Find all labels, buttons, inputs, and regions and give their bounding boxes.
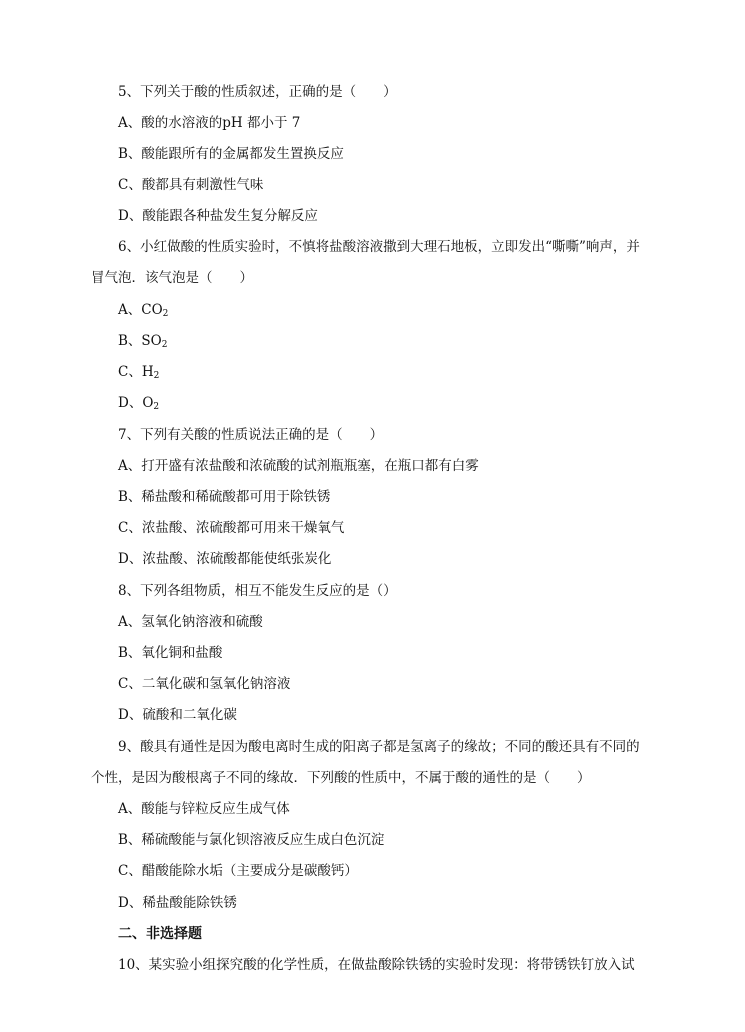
question-9-option-a: A、酸能与锌粒反应生成气体: [118, 801, 290, 817]
question-6-option-a: [118, 301, 168, 319]
question-6-option-b-label: B、SO: [118, 333, 162, 349]
question-5-option-c: C、酸都具有刺激性气味: [118, 177, 264, 193]
question-9-option-c: C、醋酸能除水垢（主要成分是碳酸钙）: [118, 863, 358, 879]
question-8-option-c: C、二氧化碳和氢氧化钠溶液: [118, 676, 291, 692]
question-8-option-d: D、硫酸和二氧化碳: [118, 707, 237, 723]
question-6-option-b-subscript: 2: [161, 340, 168, 350]
question-5-option-b: B、酸能跟所有的金属都发生置换反应: [118, 146, 344, 162]
question-6-option-b: [118, 332, 167, 350]
question-8-option-a: A、氢氧化钠溶液和硫酸: [118, 614, 263, 630]
question-9-option-d: D、稀盐酸能除铁锈: [118, 895, 237, 911]
question-8-option-b: B、氧化铜和盐酸: [118, 645, 223, 661]
question-8-stem: 8、下列各组物质，相互不能发生反应的是（）: [118, 583, 397, 599]
question-6-option-d: [118, 394, 159, 412]
question-6-option-c-label: C、H: [118, 364, 154, 380]
question-7-option-b: B、稀盐酸和稀硫酸都可用于除铁锈: [118, 489, 331, 505]
question-9-stem-line-1: 9、酸具有通性是因为酸电离时生成的阳离子都是氢离子的缘故；不同的酸还具有不同的: [118, 739, 640, 755]
question-9-stem-line-2: 个性，是因为酸根离子不同的缘故．下列酸的性质中，不属于酸的通性的是（ ）: [91, 770, 591, 786]
question-7-stem: 7、下列有关酸的性质说法正确的是（ ）: [118, 427, 384, 443]
question-6-option-d-subscript: 2: [153, 402, 160, 412]
question-10-stem-line-1: 10、某实验小组探究酸的化学性质，在做盐酸除铁锈的实验时发现：将带锈铁钉放入试: [118, 957, 635, 973]
question-6-stem-line-2: 冒气泡．该气泡是（ ）: [91, 270, 253, 286]
question-9-option-b: B、稀硫酸能与氯化钡溶液反应生成白色沉淀: [118, 832, 385, 848]
question-5-stem: 5、下列关于酸的性质叙述，正确的是（ ）: [118, 84, 397, 100]
section-title: 二、非选择题: [118, 926, 202, 942]
question-6-option-a-label: A、CO: [118, 302, 163, 318]
question-7-option-a: A、打开盛有浓盐酸和浓硫酸的试剂瓶瓶塞，在瓶口都有白雾: [118, 458, 479, 474]
question-7-option-c: C、浓盐酸、浓硫酸都可用来干燥氧气: [118, 520, 345, 536]
question-6-option-c: [118, 363, 159, 381]
question-5-option-d: D、酸能跟各种盐发生复分解反应: [118, 208, 318, 224]
question-6-option-a-subscript: 2: [162, 309, 169, 319]
question-6-option-c-subscript: 2: [153, 371, 160, 381]
question-6-stem-line-1: 6、小红做酸的性质实验时，不慎将盐酸溶液撒到大理石地板，立即发出“嘶嘶”响声，并: [118, 239, 640, 255]
question-6-option-d-label: D、O: [118, 395, 154, 411]
question-7-option-d: D、浓盐酸、浓硫酸都能使纸张炭化: [118, 551, 332, 567]
question-5-option-a: A、酸的水溶液的pH 都小于 7: [118, 115, 301, 131]
